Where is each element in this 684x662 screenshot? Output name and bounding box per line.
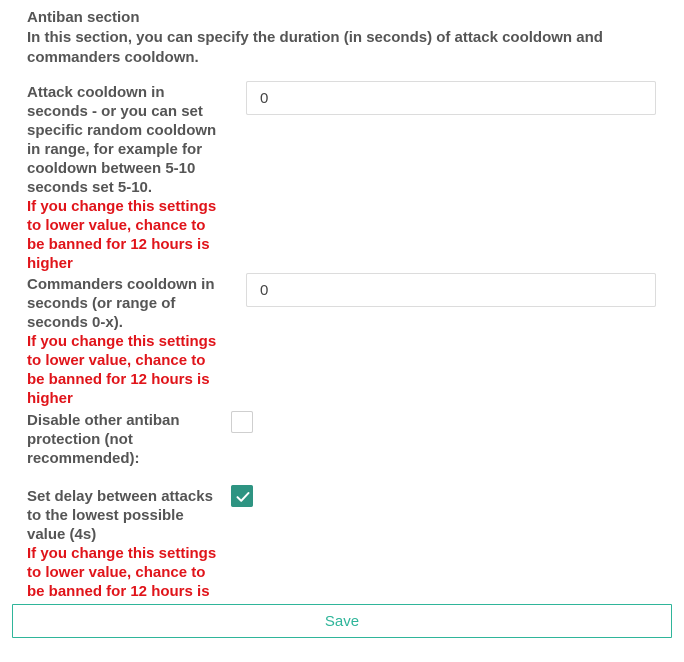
- attack-cooldown-label: Attack cooldown in seconds - or you can set specific random cooldown in range, for example for cooldown between 5-10 seconds set 5-10.: [27, 84, 217, 196]
- antiban-section-header: [27, 8, 667, 68]
- section-description: In this section, you can specify the duration (in seconds) of attack cooldown and commanders cooldown.: [27, 29, 603, 66]
- disable-antiban-checkbox[interactable]: [231, 411, 253, 433]
- lowest-delay-label: Set delay between attacks to the lowest possible value (4s): [27, 488, 213, 543]
- save-button[interactable]: Save: [12, 604, 672, 638]
- section-title: Antiban section: [27, 9, 140, 26]
- lowest-delay-label-group: [27, 487, 217, 620]
- attack-cooldown-input[interactable]: [246, 81, 656, 115]
- commanders-cooldown-warning: If you change this settings to lower value, chance to be banned for 12 hours is higher: [27, 333, 217, 407]
- checkmark-icon: [236, 491, 250, 503]
- disable-antiban-label-group: [27, 411, 217, 468]
- commanders-cooldown-input[interactable]: [246, 273, 656, 307]
- commanders-cooldown-label: Commanders cooldown in seconds (or range of seconds 0-x).: [27, 276, 215, 331]
- attack-cooldown-label-group: [27, 83, 217, 273]
- lowest-delay-checkbox[interactable]: [231, 485, 253, 507]
- attack-cooldown-warning: If you change this settings to lower value, chance to be banned for 12 hours is higher: [27, 198, 217, 272]
- commanders-cooldown-label-group: [27, 275, 217, 408]
- disable-antiban-label: Disable other antiban protection (not recommended):: [27, 412, 180, 467]
- lowest-delay-warning: If you change this settings to lower value, chance to be banned for 12 hours is: [27, 545, 217, 600]
